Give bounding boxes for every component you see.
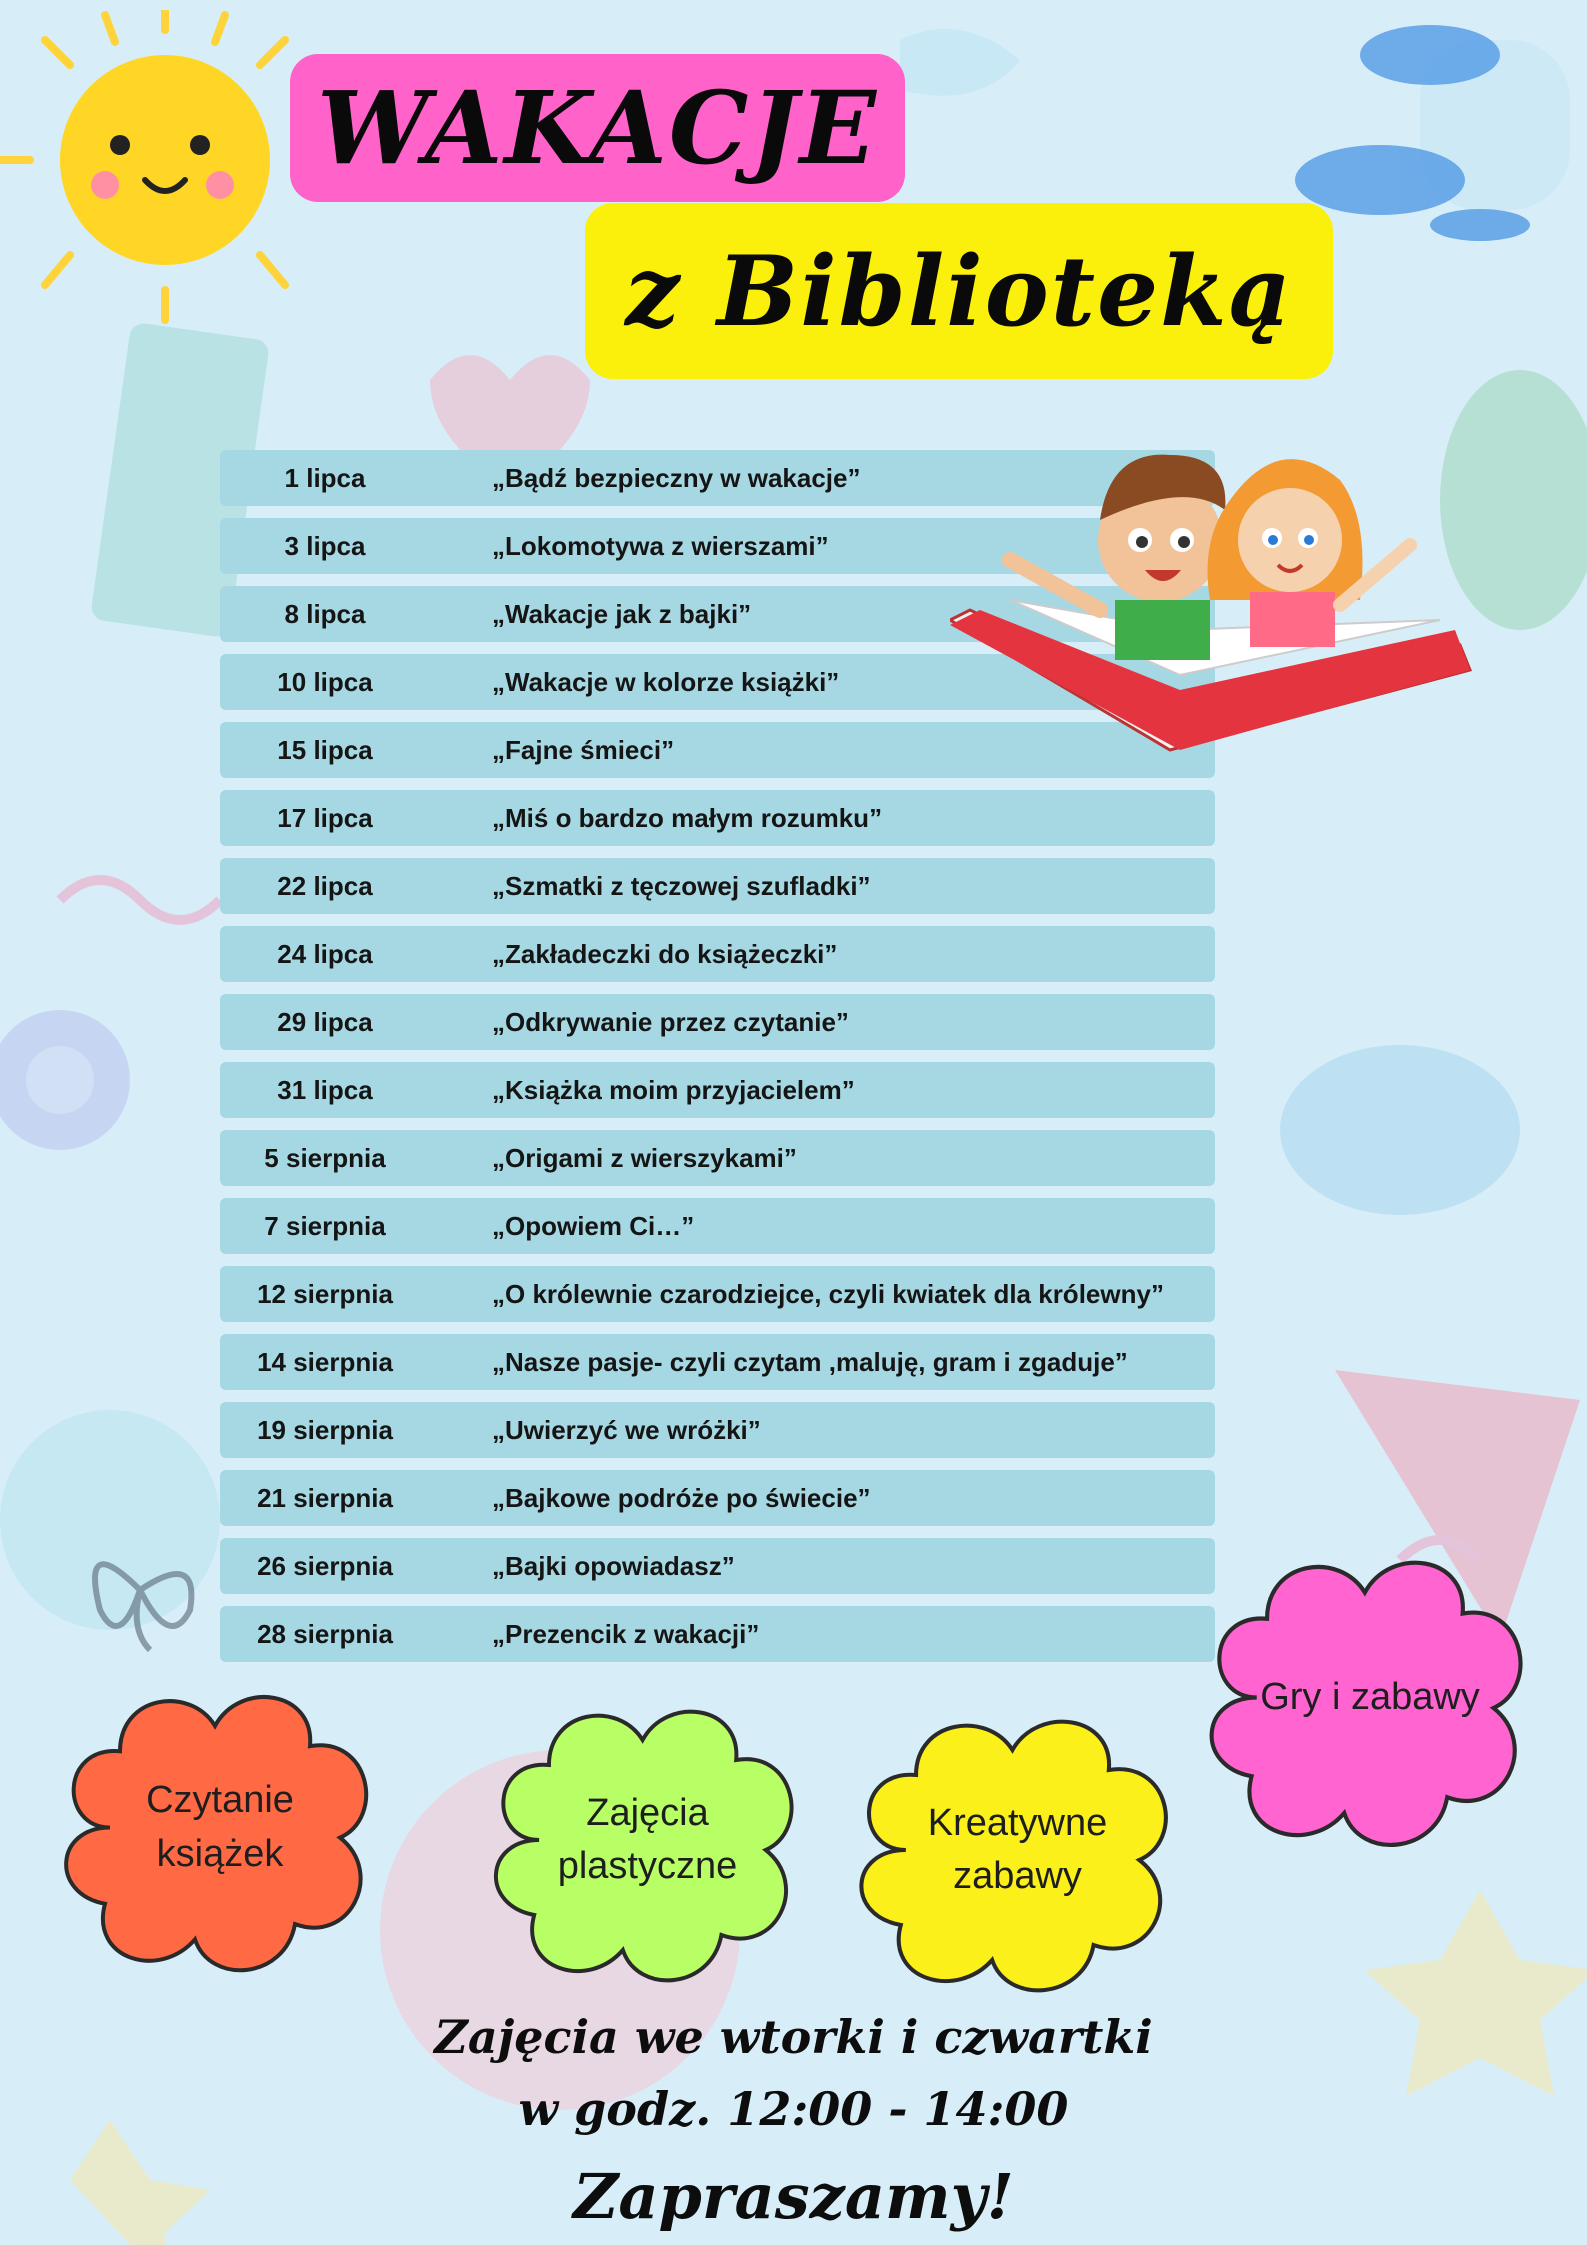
- event-date: 26 sierpnia: [257, 1550, 393, 1581]
- activity-cloud: [845, 1700, 1190, 2000]
- event-title: „Szmatki z tęczowej szufladki”: [492, 870, 871, 901]
- sun-icon: [0, 10, 330, 330]
- event-date: 14 sierpnia: [257, 1346, 393, 1377]
- event-date: 10 lipca: [277, 666, 373, 697]
- event-title: „O królewnie czarodziejce, czyli kwiatek dla królewny”: [492, 1278, 1164, 1309]
- activity-cloud: [50, 1675, 390, 1980]
- invitation-text: Zapraszamy!: [573, 2160, 1014, 2233]
- title-banner-pink: [290, 54, 905, 202]
- activity-cloud: [1195, 1540, 1545, 1855]
- event-date: 1 lipca: [284, 462, 366, 493]
- title-banner-yellow: [585, 203, 1333, 379]
- event-date: 31 lipca: [277, 1074, 373, 1105]
- schedule-row: [220, 1198, 1215, 1254]
- event-title: „Bądź bezpieczny w wakacje”: [492, 462, 861, 493]
- schedule-row: [220, 1470, 1215, 1526]
- event-title: „Miś o bardzo małym rozumku”: [492, 802, 883, 833]
- event-title: „Zakładeczki do książeczki”: [492, 938, 838, 969]
- event-date: 7 sierpnia: [264, 1210, 386, 1241]
- event-date: 5 sierpnia: [264, 1142, 386, 1173]
- event-date: 21 sierpnia: [257, 1482, 393, 1513]
- event-date: 22 lipca: [277, 870, 373, 901]
- event-date: 24 lipca: [277, 938, 373, 969]
- event-date: 19 sierpnia: [257, 1414, 393, 1445]
- event-title: „Fajne śmieci”: [492, 734, 675, 765]
- schedule-row: [220, 858, 1215, 914]
- event-date: 15 lipca: [277, 734, 373, 765]
- activity-label: Gry i zabawy: [1260, 1675, 1480, 1718]
- event-title: „Książka moim przyjacielem”: [492, 1074, 855, 1105]
- page-subtitle: z Biblioteką: [625, 234, 1293, 348]
- event-title: „Nasze pasje- czyli czytam ,maluję, gram i zgaduje”: [492, 1346, 1128, 1377]
- schedule-days-text: Zajęcia we wtorki i czwartki: [434, 2010, 1153, 2064]
- schedule-row: [220, 1062, 1215, 1118]
- schedule-row: [220, 1334, 1215, 1390]
- schedule-row: [220, 790, 1215, 846]
- event-date: 28 sierpnia: [257, 1618, 393, 1649]
- kids-on-book-illustration: [950, 420, 1490, 780]
- schedule-row: [220, 926, 1215, 982]
- event-title: „Prezencik z wakacji”: [492, 1618, 760, 1649]
- event-date: 12 sierpnia: [257, 1278, 393, 1309]
- event-title: „Origami z wierszykami”: [492, 1142, 797, 1173]
- activity-cloud: [480, 1690, 815, 1990]
- event-title: „Bajki opowiadasz”: [492, 1550, 735, 1581]
- schedule-row: [220, 1538, 1215, 1594]
- schedule-row: [220, 1606, 1215, 1662]
- event-title: „Odkrywanie przez czytanie”: [492, 1006, 849, 1037]
- schedule-hours-text: w godz. 12:00 - 14:00: [518, 2082, 1069, 2136]
- activity-label: Czytanie książek: [146, 1779, 294, 1875]
- event-date: 3 lipca: [284, 530, 366, 561]
- event-date: 17 lipca: [277, 802, 373, 833]
- schedule-row: [220, 1402, 1215, 1458]
- event-title: „Bajkowe podróże po świecie”: [492, 1482, 871, 1513]
- event-date: 8 lipca: [284, 598, 366, 629]
- page-title: WAKACJE: [316, 69, 879, 187]
- schedule-row: [220, 1130, 1215, 1186]
- event-title: „Lokomotywa z wierszami”: [492, 530, 829, 561]
- activity-label: Kreatywne zabawy: [927, 1801, 1108, 1897]
- schedule-row: [220, 994, 1215, 1050]
- event-title: „Uwierzyć we wróżki”: [492, 1414, 761, 1445]
- event-title: „Wakacje w kolorze książki”: [492, 666, 840, 697]
- event-date: 29 lipca: [277, 1006, 373, 1037]
- schedule-row: [220, 1266, 1215, 1322]
- event-title: „Wakacje jak z bajki”: [492, 598, 752, 629]
- event-title: „Opowiem Ci…”: [492, 1210, 695, 1241]
- activity-label: Zajęcia plastyczne: [557, 1791, 738, 1887]
